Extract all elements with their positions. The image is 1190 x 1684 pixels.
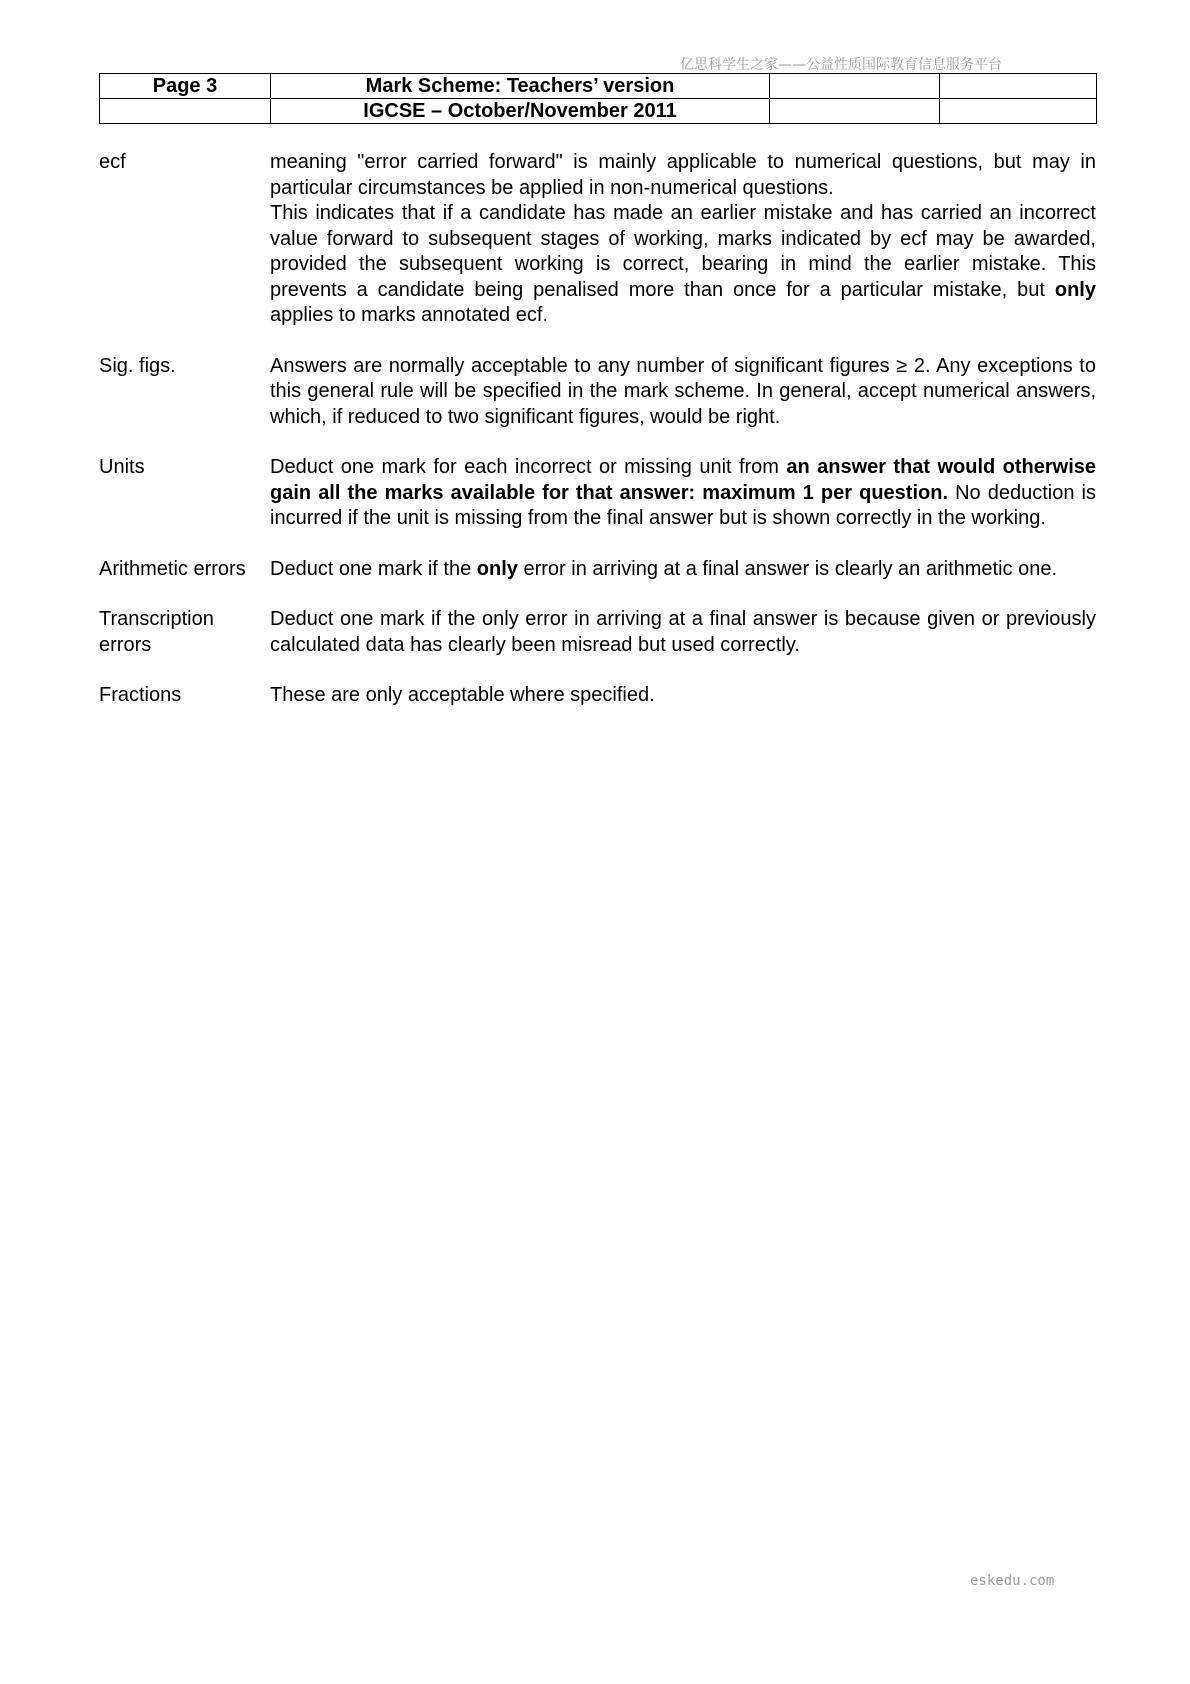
definition-transcription-errors [99,607,1096,658]
header-empty-cell [770,74,940,99]
header-empty-cell [940,74,1097,99]
text-span: Deduct one mark for each incorrect or missing unit from [270,456,787,478]
term-label [99,607,270,658]
document-title: Mark Scheme: Teachers’ version [271,74,770,99]
header-row-2 [100,99,1097,124]
text-span: No deduction is incurred if the unit is missing from the final answer but is shown correctly in the working. [270,481,1096,529]
bold-text: only [1054,278,1096,301]
header-table [99,73,1097,124]
term-description [270,607,1096,658]
page-number: Page 3 [100,74,271,99]
description-paragraph: These are only acceptable where specified. [270,684,655,706]
header-row-1 [100,74,1097,99]
term-label: ecf [99,151,126,173]
text-span: This indicates that if a candidate has made an earlier mistake and has carried an incorrect value forward to subsequent stages of working, marks indicated by ecf may be awarded, provided the subsequent working is correct, bearing in mind the earlier mistake. This prevents a candidate being penalised more than once for a particular mistake, but [270,202,1096,301]
definition-units [99,455,1096,532]
term-label: Units [99,456,145,478]
header-empty-cell [100,99,271,124]
description-paragraph: meaning "error carried forward" is mainly applicable to numerical questions, but may in particular circumstances be applied in non-numerical questions. [270,151,1096,199]
bold-text: an answer that would otherwise gain all the marks available for that answer: maximum 1 per question. [270,456,1097,504]
definition-fractions [99,683,1096,709]
description-paragraph [270,557,1096,583]
definition-arithmetic-errors [99,557,1096,583]
term-label-line: Transcription [99,608,214,630]
description-paragraph [270,201,1096,329]
description-paragraph: Deduct one mark if the only error in arriving at a final answer is because given or previously calculated data has clearly been misread but used correctly. [270,608,1096,656]
term-label: Fractions [99,684,182,706]
header-empty-cell [770,99,940,124]
term-description [270,455,1096,532]
text-span: error in arriving at a final answer is clearly an arithmetic one. [517,557,1058,580]
term-description [270,683,1096,709]
term-label: Sig. figs. [99,354,176,377]
term-label: Arithmetic errors [99,557,246,580]
watermark-top-text: 亿思科学生之家——公益性质国际教育信息服务平台 [680,57,1002,73]
term-label-line: errors [99,633,152,656]
definition-ecf [99,150,1096,329]
definitions-list [99,150,1096,734]
header-empty-cell [940,99,1097,124]
definition-sig-figs [99,354,1096,431]
text-span: Deduct one mark if the [270,557,477,580]
description-paragraph: Answers are normally acceptable to any number of significant figures ≥ 2. Any exceptions to this general rule will be specified in the mark scheme. In general, accept numerical answers, which, if reduced to two significant figures, would be right. [270,354,1096,428]
term-description [270,557,1096,583]
bold-text: only [476,557,518,580]
term-description [270,354,1096,431]
description-paragraph [270,455,1096,532]
text-span: applies to marks annotated ecf. [270,304,548,326]
watermark-bottom-text: eskedu.com [970,1573,1055,1589]
term-description [270,150,1096,329]
document-subtitle: IGCSE – October/November 2011 [271,99,770,124]
